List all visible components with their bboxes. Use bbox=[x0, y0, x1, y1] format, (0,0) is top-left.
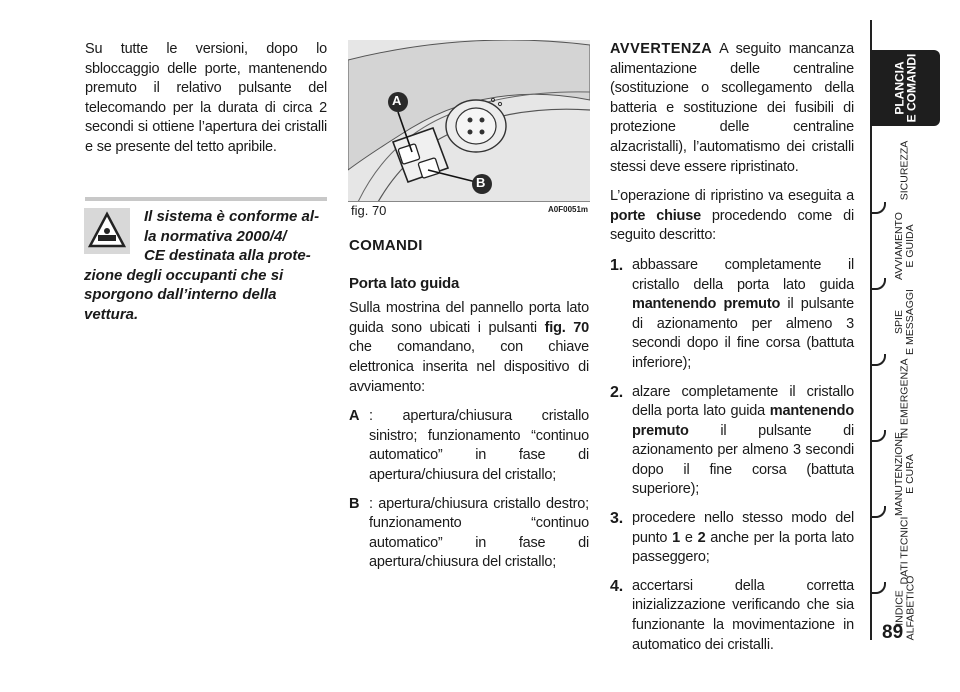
step-text-b: 1 bbox=[672, 529, 681, 546]
warning-body: A seguito mancanza alimentazione delle centraline (sostituzione o scollegamento della batteria e sostituzione dei fusibili di protezione delle centraline alzacristalli), l’automatismo dei cristalli stessi deve essere ripristinato. bbox=[610, 41, 854, 175]
commands-text-end: che comandano, con chiave elettronica inserita nel dispositivo di avviamento: bbox=[349, 339, 589, 395]
tab-label: PLANCIA E COMANDI bbox=[891, 53, 918, 123]
step-text-c: il pulsante di azionamento per almeno 3 secondi dopo il fine corsa (battuta inferiore); bbox=[632, 296, 854, 371]
item-text: : apertura/chiusura cristallo destro; funzionamento “continuo automatico” in fase di apertura/chiusura del cristallo; bbox=[369, 495, 589, 571]
step-text-b: mantenendo premuto bbox=[632, 296, 781, 313]
section-subheading: Porta lato guida bbox=[349, 274, 460, 292]
step-text-b: mantenendo premuto bbox=[632, 403, 854, 439]
figure-reference: fig. 70 bbox=[544, 319, 589, 336]
step-text-c: e bbox=[684, 529, 693, 546]
door-switch-illustration bbox=[348, 40, 590, 202]
step-text bbox=[632, 383, 854, 501]
step-number: 4. bbox=[610, 577, 623, 595]
step-text bbox=[632, 256, 854, 374]
tab-label: INDICE ALFABETICO bbox=[893, 575, 916, 641]
step-text: accertarsi della corretta inizializzazione verificando che sia funzionante la movimentazione in automatico dei cristalli. bbox=[632, 577, 854, 653]
step-number: 1. bbox=[610, 256, 623, 274]
figure-caption: fig. 70 bbox=[351, 203, 387, 218]
tab-indice-alfabetico[interactable] bbox=[870, 570, 940, 646]
tab-spie-e-messaggi[interactable] bbox=[870, 284, 940, 360]
warning-paragraph bbox=[610, 40, 854, 177]
warning-divider bbox=[85, 197, 327, 201]
tab-plancia-e-comandi[interactable] bbox=[870, 50, 940, 126]
tab-avviamento-e-guida[interactable] bbox=[870, 208, 940, 284]
figure-label-a: A bbox=[392, 93, 402, 108]
item-text: : apertura/chiusura cristallo sinistro; funzionamento “continuo automatico” in fase di apertura/chiusura del cristallo; bbox=[369, 408, 589, 483]
commands-paragraph bbox=[349, 299, 589, 397]
warning-note bbox=[84, 207, 328, 324]
warning-label: AVVERTENZA bbox=[610, 41, 713, 57]
tab-sicurezza[interactable] bbox=[870, 132, 940, 208]
warning-line-2: la normativa 2000/4/ bbox=[144, 227, 287, 245]
tab-in-emergenza[interactable] bbox=[870, 360, 940, 436]
step-text-a: abbassare completamente il cristallo della porta lato guida bbox=[632, 256, 854, 293]
list-item bbox=[349, 407, 589, 485]
chapter-sidebar bbox=[870, 20, 940, 680]
warning-line-1: Il sistema è conforme al- bbox=[144, 208, 320, 225]
step-text-a: procedere nello stesso modo del punto bbox=[632, 510, 854, 546]
intro-paragraph: Su tutte le versioni, dopo lo sbloccaggio delle porte, mantenendo premuto il relativo pulsante del telecomando per la durata di circa 2 secondi si ottiene l’apertura dei cristalli e se presente del tetto apribile. bbox=[85, 41, 327, 155]
warning-rest: zione degli occupanti che si sporgono dall’interno della vettura. bbox=[84, 266, 284, 323]
section-heading: COMANDI bbox=[349, 237, 423, 254]
figure-label-b: B bbox=[476, 175, 486, 190]
step-text bbox=[632, 509, 854, 568]
step-number: 2. bbox=[610, 383, 623, 401]
restore-bold: porte chiuse bbox=[610, 207, 701, 224]
commands-text-start: Sulla mostrina del pannello porta lato guida sono ubicati i pulsanti bbox=[349, 300, 589, 336]
step-text-d: 2 bbox=[697, 529, 706, 546]
tab-label: IN EMERGENZA bbox=[898, 358, 911, 438]
step-item bbox=[610, 256, 854, 374]
tab-label: SPIE E MESSAGGI bbox=[893, 289, 916, 355]
tab-label: SICUREZZA bbox=[898, 140, 911, 200]
warning-line-3: CE destinata alla prote- bbox=[144, 247, 311, 264]
step-item bbox=[610, 577, 854, 655]
step-item bbox=[610, 509, 854, 568]
step-text-a: alzare completamente il cristallo della porta lato guida bbox=[632, 383, 854, 420]
tab-manutenzione-e-cura[interactable] bbox=[870, 432, 940, 516]
restore-end: procedendo come di seguito descritto: bbox=[610, 207, 854, 244]
figure-door-panel bbox=[348, 40, 590, 202]
step-item bbox=[610, 383, 854, 501]
restore-start: L’operazione di ripristino va eseguita a bbox=[610, 188, 854, 205]
step-number: 3. bbox=[610, 510, 623, 528]
item-key: A bbox=[349, 408, 360, 425]
page-number: 89 bbox=[882, 622, 904, 643]
figure-code: A0F0051m bbox=[548, 205, 589, 214]
commands-column bbox=[349, 236, 589, 582]
list-item bbox=[349, 495, 589, 573]
tab-label: MANUTENZIONE E CURA bbox=[893, 432, 916, 516]
restore-paragraph bbox=[610, 187, 854, 246]
step-text-e: anche per la porta lato passeggero; bbox=[632, 529, 854, 566]
tab-label: DATI TECNICI bbox=[898, 516, 911, 584]
warning-column bbox=[610, 40, 854, 664]
intro-column bbox=[85, 40, 327, 168]
tab-label: AVVIAMENTO E GUIDA bbox=[892, 212, 916, 280]
item-key: B bbox=[349, 495, 360, 512]
step-text-c: il pulsante di azionamento per almeno 3 secondi dopo il fine corsa (battuta superiore); bbox=[632, 422, 854, 498]
